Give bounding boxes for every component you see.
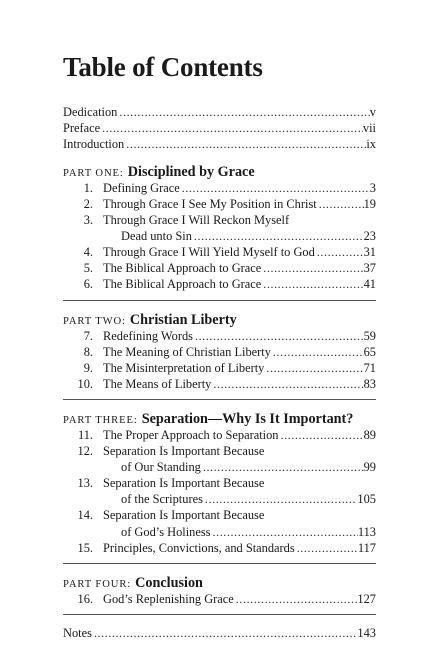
page-number: 23: [363, 229, 376, 244]
page-number: 83: [363, 376, 376, 391]
chapter-entry: [63, 507, 376, 523]
dot-leader: [317, 196, 364, 212]
chapter-entry: [63, 276, 376, 292]
dot-leader: [92, 625, 357, 641]
front-matter-entry: [63, 136, 376, 152]
chapter-entry: [63, 180, 376, 196]
chapter-entry-continued: [63, 491, 376, 507]
page-title: Table of Contents: [63, 52, 263, 82]
entry-line: [103, 591, 376, 607]
chapter-entry-continued: [63, 524, 376, 540]
entry-title: Introduction: [63, 137, 125, 152]
entry-title: Dedication: [63, 105, 118, 119]
section-divider: [63, 614, 376, 615]
entry-title: Principles, Convictions, and Standards: [103, 540, 295, 555]
chapter-number: 13.: [77, 476, 93, 491]
chapter-number: 8.: [83, 344, 93, 359]
entry-title: Through Grace I See My Position in Christ: [103, 196, 317, 211]
entry-title: The Proper Approach to Separation: [103, 427, 279, 442]
part-label: PART TWO:: [63, 315, 126, 327]
entry-line: [63, 136, 376, 152]
entry-title: Through Grace I Will Yield Myself to God: [103, 245, 315, 260]
chapter-entry: [63, 427, 376, 443]
chapter-entry: [63, 260, 376, 276]
page-number: 3: [369, 180, 376, 195]
dot-leader: [203, 491, 358, 507]
entry-title: Dead unto Sin: [121, 229, 192, 244]
part-heading: [63, 574, 203, 592]
entry-line: [63, 625, 376, 641]
part-label: PART FOUR:: [63, 578, 132, 590]
dot-leader: [264, 360, 363, 376]
entry-title: of the Scriptures: [121, 492, 203, 507]
dot-leader: [124, 136, 366, 152]
part-heading: [63, 163, 255, 181]
entry-title: Redefining Words: [103, 328, 193, 343]
dot-leader: [261, 276, 363, 292]
entry-title: of Our Standing: [121, 460, 201, 475]
dot-leader: [180, 180, 370, 196]
part-heading: [63, 311, 237, 329]
chapter-entry: [63, 443, 376, 459]
dot-leader: [271, 344, 364, 360]
dot-leader: [117, 104, 369, 120]
entry-title: The Misinterpretation of Liberty: [103, 360, 265, 375]
page-number: 41: [363, 277, 376, 292]
chapter-number: 11.: [77, 427, 93, 442]
section-divider: [63, 399, 376, 400]
entry-line: [103, 328, 376, 344]
page-number: v: [369, 105, 376, 119]
dot-leader: [211, 376, 363, 392]
part-label: PART THREE:: [63, 414, 138, 426]
entry-title: Notes: [63, 625, 92, 640]
chapter-number: 3.: [83, 213, 93, 227]
entry-line: [63, 104, 376, 120]
part-title: Conclusion: [135, 574, 203, 591]
chapter-number: 4.: [83, 245, 93, 260]
front-matter-entry: [63, 120, 376, 136]
entry-title: The Means of Liberty: [103, 376, 212, 391]
chapter-number: 12.: [77, 444, 93, 458]
entry-line: [121, 491, 376, 507]
page-number: 59: [363, 328, 376, 343]
page-number: 71: [363, 360, 376, 375]
chapter-entry: [63, 360, 376, 376]
dot-leader: [234, 591, 358, 607]
part-title: Disciplined by Grace: [127, 163, 255, 180]
entry-line: [103, 475, 376, 491]
dot-leader: [100, 120, 363, 136]
entry-line: [103, 507, 376, 523]
chapter-entry-continued: [63, 459, 376, 475]
page-number: 19: [363, 196, 376, 211]
chapter-entry-continued: [63, 228, 376, 244]
entry-line: [103, 344, 376, 360]
entry-line: [103, 212, 376, 228]
entry-line: [103, 260, 376, 276]
part-label: PART ONE:: [63, 167, 124, 179]
entry-title: Separation Is Important Because: [103, 508, 265, 523]
chapter-entry: [63, 376, 376, 392]
chapter-entry: [63, 196, 376, 212]
entry-title: Separation Is Important Because: [103, 444, 265, 458]
entry-title: Defining Grace: [103, 180, 180, 195]
section-divider: [63, 563, 376, 564]
chapter-entry: [63, 591, 376, 607]
page-number: 99: [363, 460, 376, 475]
page-number: 143: [357, 625, 376, 640]
entry-title: Through Grace I Will Reckon Myself: [103, 213, 290, 227]
page-number: 105: [357, 492, 376, 507]
chapter-entry: [63, 344, 376, 360]
dot-leader: [211, 524, 358, 540]
dot-leader: [278, 427, 363, 443]
chapter-number: 1.: [83, 180, 93, 195]
dot-leader: [295, 540, 358, 556]
dot-leader: [201, 459, 364, 475]
page-number: vii: [362, 121, 376, 136]
page-number: ix: [366, 137, 376, 152]
page-number: 89: [363, 427, 376, 442]
chapter-entry: [63, 475, 376, 491]
part-title: Separation—Why Is It Important?: [141, 410, 354, 427]
chapter-number: 5.: [83, 261, 93, 276]
entry-line: [103, 196, 376, 212]
chapter-number: 15.: [77, 540, 93, 555]
back-matter-entry: [63, 625, 376, 641]
chapter-number: 9.: [83, 360, 93, 375]
entry-title: The Biblical Approach to Grace: [103, 277, 262, 292]
entry-title: God’s Replenishing Grace: [103, 591, 234, 606]
dot-leader: [261, 260, 363, 276]
entry-line: [103, 180, 376, 196]
page-number: 127: [357, 591, 376, 606]
front-matter-entry: [63, 104, 376, 120]
entry-line: [63, 120, 376, 136]
entry-line: [103, 376, 376, 392]
entry-line: [103, 427, 376, 443]
entry-line: [121, 228, 376, 244]
page-number: 117: [357, 540, 376, 555]
dot-leader: [193, 328, 364, 344]
entry-line: [103, 244, 376, 260]
page-number: 65: [363, 344, 376, 359]
page-number: 113: [357, 524, 376, 539]
entry-line: [121, 459, 376, 475]
entry-line: [103, 540, 376, 556]
dot-leader: [192, 228, 364, 244]
part-title: Christian Liberty: [129, 311, 237, 328]
entry-line: [103, 360, 376, 376]
entry-title: The Biblical Approach to Grace: [103, 261, 262, 276]
part-heading: [63, 410, 353, 428]
chapter-number: 7.: [83, 328, 93, 343]
page-number: 37: [363, 261, 376, 276]
chapter-entry: [63, 244, 376, 260]
chapter-number: 16.: [77, 591, 93, 606]
section-divider: [63, 300, 376, 301]
entry-title: Preface: [63, 121, 101, 136]
entry-title: of God’s Holiness: [121, 524, 211, 539]
entry-title: Separation Is Important Because: [103, 476, 265, 491]
entry-line: [103, 276, 376, 292]
chapter-number: 2.: [83, 196, 93, 211]
entry-title: The Meaning of Christian Liberty: [103, 344, 271, 359]
chapter-number: 14.: [77, 508, 93, 523]
page-number: 31: [363, 245, 376, 260]
entry-line: [121, 524, 376, 540]
dot-leader: [315, 244, 364, 260]
chapter-entry: [63, 540, 376, 556]
entry-line: [103, 443, 376, 459]
chapter-number: 6.: [83, 277, 93, 292]
chapter-number: 10.: [77, 376, 93, 391]
chapter-entry: [63, 212, 376, 228]
chapter-entry: [63, 328, 376, 344]
